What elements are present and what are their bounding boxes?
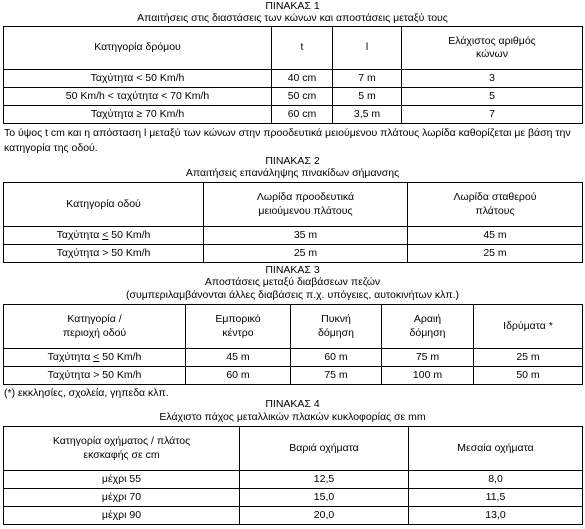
- table2-number: ΠΙΝΑΚΑΣ 2: [265, 155, 320, 167]
- table3-subcaption: (συμπεριλαμβάνονται άλλες διαβάσεις π.χ. υπόγειες, αυτοκινήτων κλπ.): [125, 289, 460, 301]
- table4-cell: μέχρι 70: [4, 489, 240, 507]
- table3-header-text: Πυκνή δόμηση: [318, 313, 354, 339]
- table3-footnote: (*) εκκλησίες, σχολεία, γηπεδα κλπ.: [4, 387, 169, 399]
- table4-header-cell: Μεσαία οχήματα: [409, 427, 583, 471]
- table3-cell: Ταχύτητα < 50 Km/h: [4, 349, 186, 367]
- table2-cell: 35 m: [204, 227, 408, 245]
- table4-number: ΠΙΝΑΚΑΣ 4: [265, 398, 320, 410]
- table3-cell: 50 m: [474, 367, 583, 385]
- table3-number: ΠΙΝΑΚΑΣ 3: [265, 264, 320, 276]
- table4-cell: μέχρι 90: [4, 507, 240, 525]
- table3-row: [4, 367, 583, 385]
- table3-cell: Ταχύτητα > 50 Km/h: [4, 367, 186, 385]
- table2-header-text: Λωρίδα προοδευτικά μειούμενου πλάτους: [256, 191, 355, 217]
- table3-header-text: Αραιή δόμηση: [409, 313, 446, 339]
- table1-cell: 3,5 m: [333, 106, 402, 124]
- table1-row: [4, 70, 583, 88]
- table1-row: [4, 106, 583, 124]
- table3-cell: 60 m: [186, 367, 291, 385]
- table1-note: Το ύψος t cm και η απόσταση l μεταξύ των κώνων στην προοδευτικά μειούμενου πλάτους λωρίδα καθορίζεται με βάση την κατηγορία της οδού.: [4, 127, 571, 155]
- table1-cell: 5: [402, 88, 583, 106]
- table1-cell: 5 m: [333, 88, 402, 106]
- table1-number: ΠΙΝΑΚΑΣ 1: [265, 0, 320, 12]
- table3-row: [4, 349, 583, 367]
- table3-caption: Αποστάσεις μεταξύ διαβάσεων πεζών: [204, 276, 381, 288]
- table2-header-cell: [408, 183, 583, 227]
- table4-header-row: [4, 427, 583, 471]
- table4-row: [4, 489, 583, 507]
- table1-cell: 7: [402, 106, 583, 124]
- table4-header-text: Κατηγορία οχήματος / πλάτος εκσκαφής σε cm: [52, 435, 191, 461]
- table-2: [3, 182, 583, 263]
- table1-cell: 3: [402, 70, 583, 88]
- table4-cell: 20,0: [240, 507, 409, 525]
- table3-cell: 75 m: [291, 367, 382, 385]
- table1-header-cell: Κατηγορία δρόμου: [4, 27, 272, 70]
- table3-cell: 75 m: [382, 349, 474, 367]
- table3-header-row: [4, 305, 583, 349]
- table3-header-cell: [186, 305, 291, 349]
- table4-cell: 8,0: [409, 471, 583, 489]
- table2-cell: Ταχύτητα < 50 Km/h: [4, 227, 204, 245]
- table3-header-cell: [4, 305, 186, 349]
- table2-header-cell: [204, 183, 408, 227]
- table-1: [3, 26, 583, 124]
- table3-cell: 25 m: [474, 349, 583, 367]
- table3-cell: 45 m: [186, 349, 291, 367]
- table3-header-cell: [291, 305, 382, 349]
- table1-header-row: [4, 27, 583, 70]
- table1-cell: 40 cm: [272, 70, 333, 88]
- table2-header-text: Λωρίδα σταθερού πλάτους: [453, 191, 537, 217]
- table1-cell: Ταχύτητα < 50 Km/h: [4, 70, 272, 88]
- table4-header-cell: Βαριά οχήματα: [240, 427, 409, 471]
- table4-cell: μέχρι 55: [4, 471, 240, 489]
- table2-row: [4, 245, 583, 263]
- table4-caption: Ελάχιστο πάχος μεταλλικών πλακών κυκλοφορίας σε mm: [159, 411, 426, 423]
- table1-header-text: Ελάχιστος αριθμός κώνων: [448, 34, 536, 60]
- table2-cell: 45 m: [408, 227, 583, 245]
- table2-cell: 25 m: [204, 245, 408, 263]
- table4-row: [4, 507, 583, 525]
- table1-header-cell: l: [333, 27, 402, 70]
- table3-header-text: Εμπορικό κέντρο: [215, 313, 261, 339]
- table4-row: [4, 471, 583, 489]
- table2-row: [4, 227, 583, 245]
- table1-cell: 60 cm: [272, 106, 333, 124]
- table1-row: [4, 88, 583, 106]
- table4-header-cell: [4, 427, 240, 471]
- table3-cell: 100 m: [382, 367, 474, 385]
- table-3: [3, 304, 583, 385]
- table2-cell: Ταχύτητα > 50 Km/h: [4, 245, 204, 263]
- table1-cell: 7 m: [333, 70, 402, 88]
- table2-cell: 25 m: [408, 245, 583, 263]
- table1-header-cell: [402, 27, 583, 70]
- table4-cell: 12,5: [240, 471, 409, 489]
- table4-cell: 13,0: [409, 507, 583, 525]
- table-4: [3, 426, 583, 525]
- table3-header-cell: [382, 305, 474, 349]
- table4-cell: 15,0: [240, 489, 409, 507]
- table1-cell: 50 cm: [272, 88, 333, 106]
- table1-header-cell: t: [272, 27, 333, 70]
- table3-header-text: Κατηγορία / περιοχή οδού: [62, 313, 127, 339]
- table2-header-row: [4, 183, 583, 227]
- table4-cell: 11,5: [409, 489, 583, 507]
- table1-caption: Απαιτήσεις στις διαστάσεις των κώνων και αποστάσεις μεταξύ τους: [137, 12, 448, 24]
- table2-header-cell: Κατηγορία οδού: [4, 183, 204, 227]
- table1-cell: Ταχύτητα ≥ 70 Km/h: [4, 106, 272, 124]
- table1-cell: 50 Km/h < ταχύτητα < 70 Km/h: [4, 88, 272, 106]
- table3-cell: 60 m: [291, 349, 382, 367]
- table3-header-cell: Ιδρύματα *: [474, 305, 583, 349]
- table2-caption: Απαιτήσεις επανάληψης πινακίδων σήμανσης: [185, 167, 400, 179]
